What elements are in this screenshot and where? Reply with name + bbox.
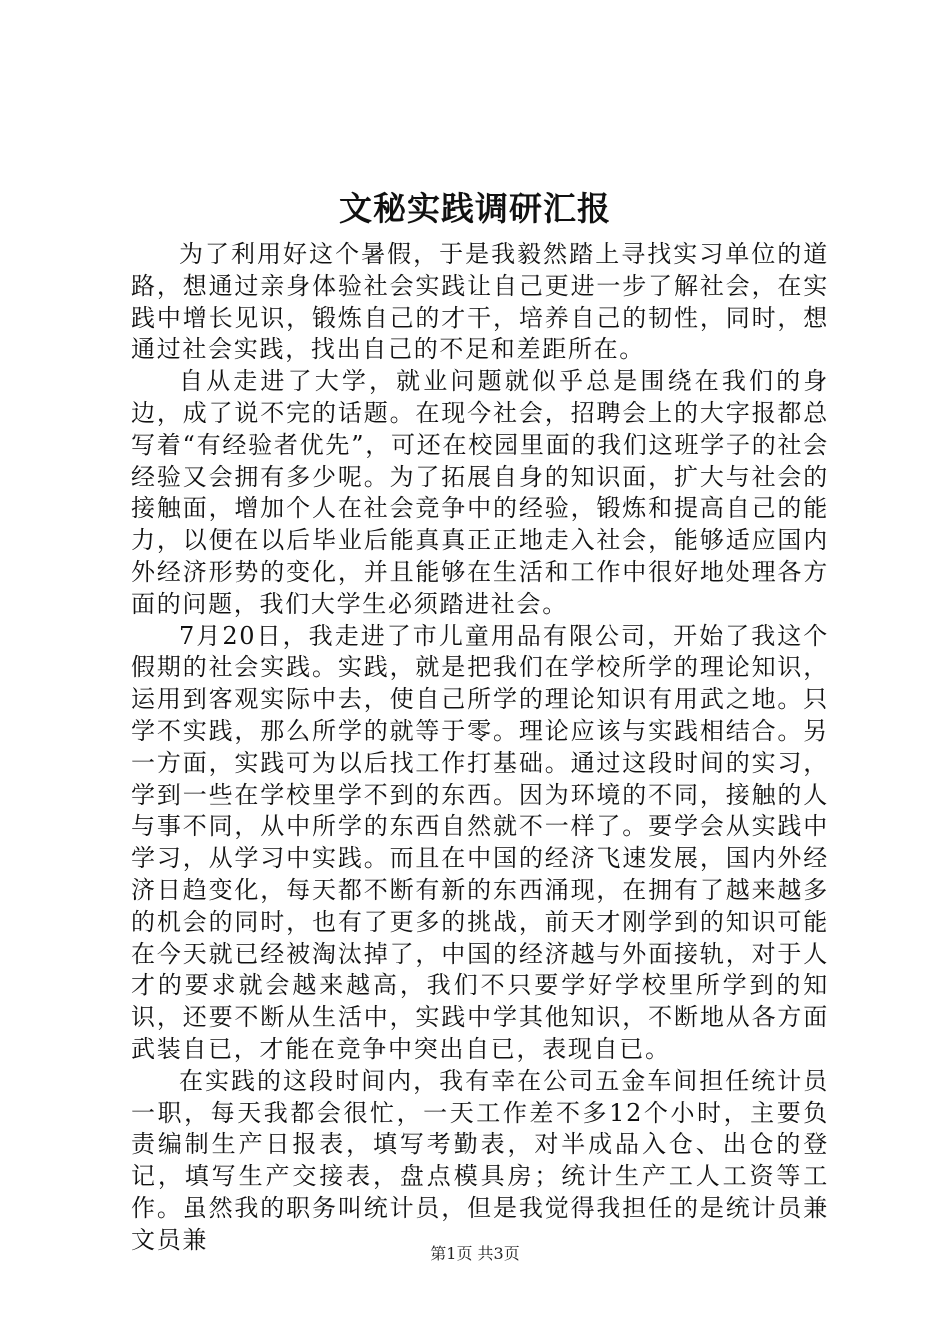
paragraph-1: 为了利用好这个暑假，于是我毅然踏上寻找实习单位的道路，想通过亲身体验社会实践让自己更进一步了解社会，在实践中增长见识，锻炼自己的才干，培养自己的韧性，同时，想通过社会实践，找出自己的不足和差距所在。: [131, 240, 829, 364]
paragraph-2: 自从走进了大学，就业问题就似乎总是围绕在我们的身边，成了说不完的话题。在现今社会，招聘会上的大字报都总写着“有经验者优先”，可还在校园里面的我们这班学子的社会经验又会拥有多少呢。为了拓展自身的知识面，扩大与社会的接触面，增加个人在社会竞争中的经验，锻炼和提高自己的能力，以便在以后毕业后能真真正正地走入社会，能够适应国内外经济形势的变化，并且能够在生活和工作中很好地处理各方面的问题，我们大学生必须踏进社会。: [131, 367, 829, 618]
document-body: [131, 239, 829, 1257]
paragraph-4: 在实践的这段时间内，我有幸在公司五金车间担任统计员一职，每天我都会很忙，一天工作差不多12个小时，主要负责编制生产日报表，填写考勤表，对半成品入仓、出仓的登记，填写生产交接表，盘点模具房；统计生产工人工资等工作。虽然我的职务叫统计员，但是我觉得我担任的是统计员兼文员兼: [131, 1066, 829, 1254]
paragraph-3: 7月20日，我走进了市儿童用品有限公司，开始了我这个假期的社会实践。实践，就是把我们在学校所学的理论知识，运用到客观实际中去，使自己所学的理论知识有用武之地。只学不实践，那么所学的就等于零。理论应该与实践相结合。另一方面，实践可为以后找工作打基础。通过这段时间的实习，学到一些在学校里学不到的东西。因为环境的不同，接触的人与事不同，从中所学的东西自然就不一样了。要学会从实践中学习，从学习中实践。而且在中国的经济飞速发展，国内外经济日趋变化，每天都不断有新的东西涌现，在拥有了越来越多的机会的同时，也有了更多的挑战，前天才刚学到的知识可能在今天就已经被淘汰掉了，中国的经济越与外面接轨，对于人才的要求就会越来越高，我们不只要学好学校里所学到的知识，还要不断从生活中，实践中学其他知识，不断地从各方面武装自已，才能在竞争中突出自已，表现自已。: [131, 621, 829, 1063]
page-number-footer: 第1页 共3页: [430, 1244, 520, 1263]
document-title: 文秘实践调研汇报: [339, 189, 611, 228]
